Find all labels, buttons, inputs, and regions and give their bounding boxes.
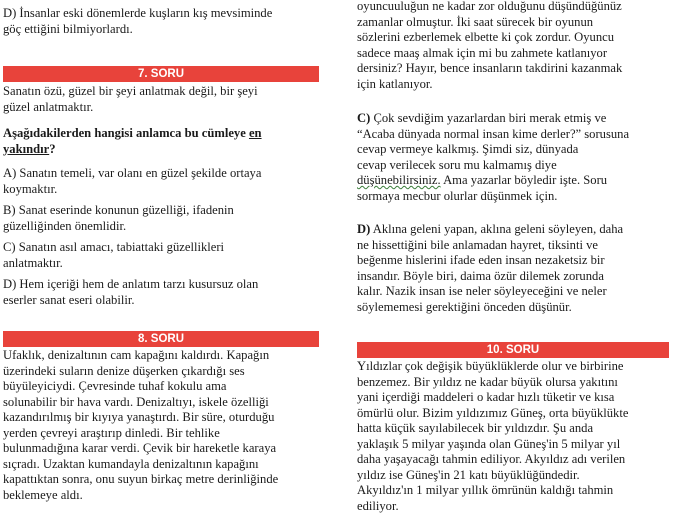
q10-line: ömürlü olur. Bizim yıldızımız Güneş, orta büyüklükte (357, 406, 675, 422)
q7-option-d-line-2: eserler sanat eseri olabilir. (3, 293, 319, 309)
q9-b-line: oyuncuuluğun ne kadar zor olduğunu düşündüğünüz (357, 0, 675, 15)
q9-c-line: Ama yazarlar böyledir işte. Soru (441, 173, 607, 187)
question-7-header: 7. SORU (3, 66, 319, 82)
q9-c-line: Çok sevdiğim yazarlardan biri merak etmiş ve (370, 111, 606, 125)
q9-c-line: cevap verilecek soru mu kalmamış diye (357, 158, 675, 174)
q9-option-d[interactable] (357, 222, 675, 315)
q9-c-line: “Acaba dünyada normal insan kime derler?” sorusuna (357, 127, 675, 143)
q10-line: yıldız ise Güneş'in 21 katı büyüklüğündedir. (357, 468, 675, 484)
q7-option-d-line-1: D) Hem içeriği hem de anlatım tarzı kusursuz olan (3, 277, 319, 293)
q9-option-d-label: D) (357, 222, 370, 236)
q9-c-line: cevap vermeye kalkmış. Şimdi siz, dünyada (357, 142, 675, 158)
q7-option-c-line-2: anlatmaktır. (3, 256, 319, 272)
question-7-prompt (3, 126, 319, 157)
q8-line: yerden çevreyi araştırıp dinledi. Bir tehlike (3, 426, 319, 442)
q9-option-c[interactable] (357, 111, 675, 204)
q9-d-line: Aklına geleni yapan, aklına geleni söyleyen, daha (370, 222, 623, 236)
q8-line: büyüleyiciydi. Çevresinde tuhaf kokulu ama (3, 379, 319, 395)
q8-line: kazandırılmış bir kıyıya yanaştırdı. Bir süre, oturduğu (3, 410, 319, 426)
q6-option-d-line-2: göç ettiğini bilmiyorlardı. (3, 22, 319, 38)
q7-prompt-text: Aşağıdakilerden hangisi anlamca bu cümleye (3, 126, 249, 140)
q6-option-d-line-1: D) İnsanlar eski dönemlerde kuşların kış mevsiminde (3, 6, 319, 22)
q8-line: kapattıktan sonra, onu suyun birkaç metre derinliğinde (3, 472, 319, 488)
q7-statement-line-1: Sanatın özü, güzel bir şeyi anlatmak değil, bir şeyi (3, 84, 319, 100)
q7-option-c[interactable] (3, 240, 319, 271)
question-10-header: 10. SORU (357, 342, 669, 358)
q9-b-line: için katlanıyor. (357, 77, 675, 93)
q7-option-a-line-1: A) Sanatın temeli, var olanı en güzel şekilde ortaya (3, 166, 319, 182)
q8-line: bulunmadığına karar verdi. Çevik bir hareketle karaya (3, 441, 319, 457)
q7-option-d[interactable] (3, 277, 319, 308)
q7-option-b-line-2: güzelliğinden önemlidir. (3, 219, 319, 235)
q7-prompt-emphasis: en (249, 126, 262, 140)
q7-statement-line-2: güzel anlatmaktır. (3, 100, 319, 116)
question-8-passage (3, 348, 319, 503)
q7-option-b-line-1: B) Sanat eserinde konunun güzelliği, ifadenin (3, 203, 319, 219)
q7-option-b[interactable] (3, 203, 319, 234)
question-8-header: 8. SORU (3, 331, 319, 347)
q9-b-line: dersiniz? Hayır, bence insanların takdirini kazanmak (357, 61, 675, 77)
q8-line: Ufaklık, denizaltının cam kapağını kaldırdı. Kapağın (3, 348, 319, 364)
q9-d-line: insandır. Böyle biri, daima özür dilemek zorunda (357, 269, 675, 285)
q10-line: daha yaşayacağı tahmin ediliyor. Akyıldız adı verilen (357, 452, 675, 468)
q10-line: Yıldızlar çok değişik büyüklüklerde olur ve birbirine (357, 359, 675, 375)
q7-prompt-emphasis-2: yakındır (3, 142, 49, 156)
q9-b-line: sözlerini ezberlemek elbette ki çok zordur. Oyuncu (357, 30, 675, 46)
q10-line: yaklaşık 5 milyar yaşında olan Güneş'in 5 milyar yıl (357, 437, 675, 453)
q9-d-line: beğenme hislerini ifade eden insan nezaketsiz bir (357, 253, 675, 269)
q9-b-line: sadece maaş almak için mi bu zahmete katlanıyor (357, 46, 675, 62)
q10-line: benzemez. Bir yıldız ne kadar büyük olursa yakıtını (357, 375, 675, 391)
q7-option-a[interactable] (3, 166, 319, 197)
q6-option-d (3, 6, 319, 37)
q8-line: solunabilir bir hava vardı. Denizaltıyı, iskele özelliği (3, 395, 319, 411)
q9-d-line: ne hissettiğini bile anlamadan hayret, tiksinti ve (357, 238, 675, 254)
q9-b-line: zamanlar olmuştur. İki saat sürecek bir oyunun (357, 15, 675, 31)
question-7-statement (3, 84, 319, 115)
q10-line: yani içerdiği maddeleri o kadar hızlı tüketir ve kısa (357, 390, 675, 406)
q7-option-a-line-2: koymaktır. (3, 182, 319, 198)
q8-line: sıçradı. Uzaktan kumandayla denizaltının kapağını (3, 457, 319, 473)
q7-option-c-line-1: C) Sanatın asıl amacı, tabiattaki güzellikleri (3, 240, 319, 256)
q7-prompt-mark: ? (49, 142, 55, 156)
q8-line: üzerindeki suların denize düşerken çıkardığı ses (3, 364, 319, 380)
q8-line: beklemeye aldı. (3, 488, 319, 504)
q9-d-line: söylememesi gerektiğini önceden düşünür. (357, 300, 675, 316)
q10-line: Akyıldız'ın 1 milyar yıllık ömrünün kaldığı tahmin (357, 483, 675, 499)
q9-option-c-label: C) (357, 111, 370, 125)
q10-line: ediliyor. (357, 499, 675, 514)
q9-d-line: kalır. Nazik insan ise neler söyleyeceğini ve neler (357, 284, 675, 300)
q10-line: hatta küçük sayılabilecek bir yıldızdır. Şu anda (357, 421, 675, 437)
question-10-passage (357, 359, 675, 514)
q9-c-spellcheck-word: düşünebilirsiniz. (357, 173, 441, 187)
q9-option-b-continued (357, 0, 675, 92)
q9-c-line: sormaya mecbur olurlar düşünmek için. (357, 189, 675, 205)
